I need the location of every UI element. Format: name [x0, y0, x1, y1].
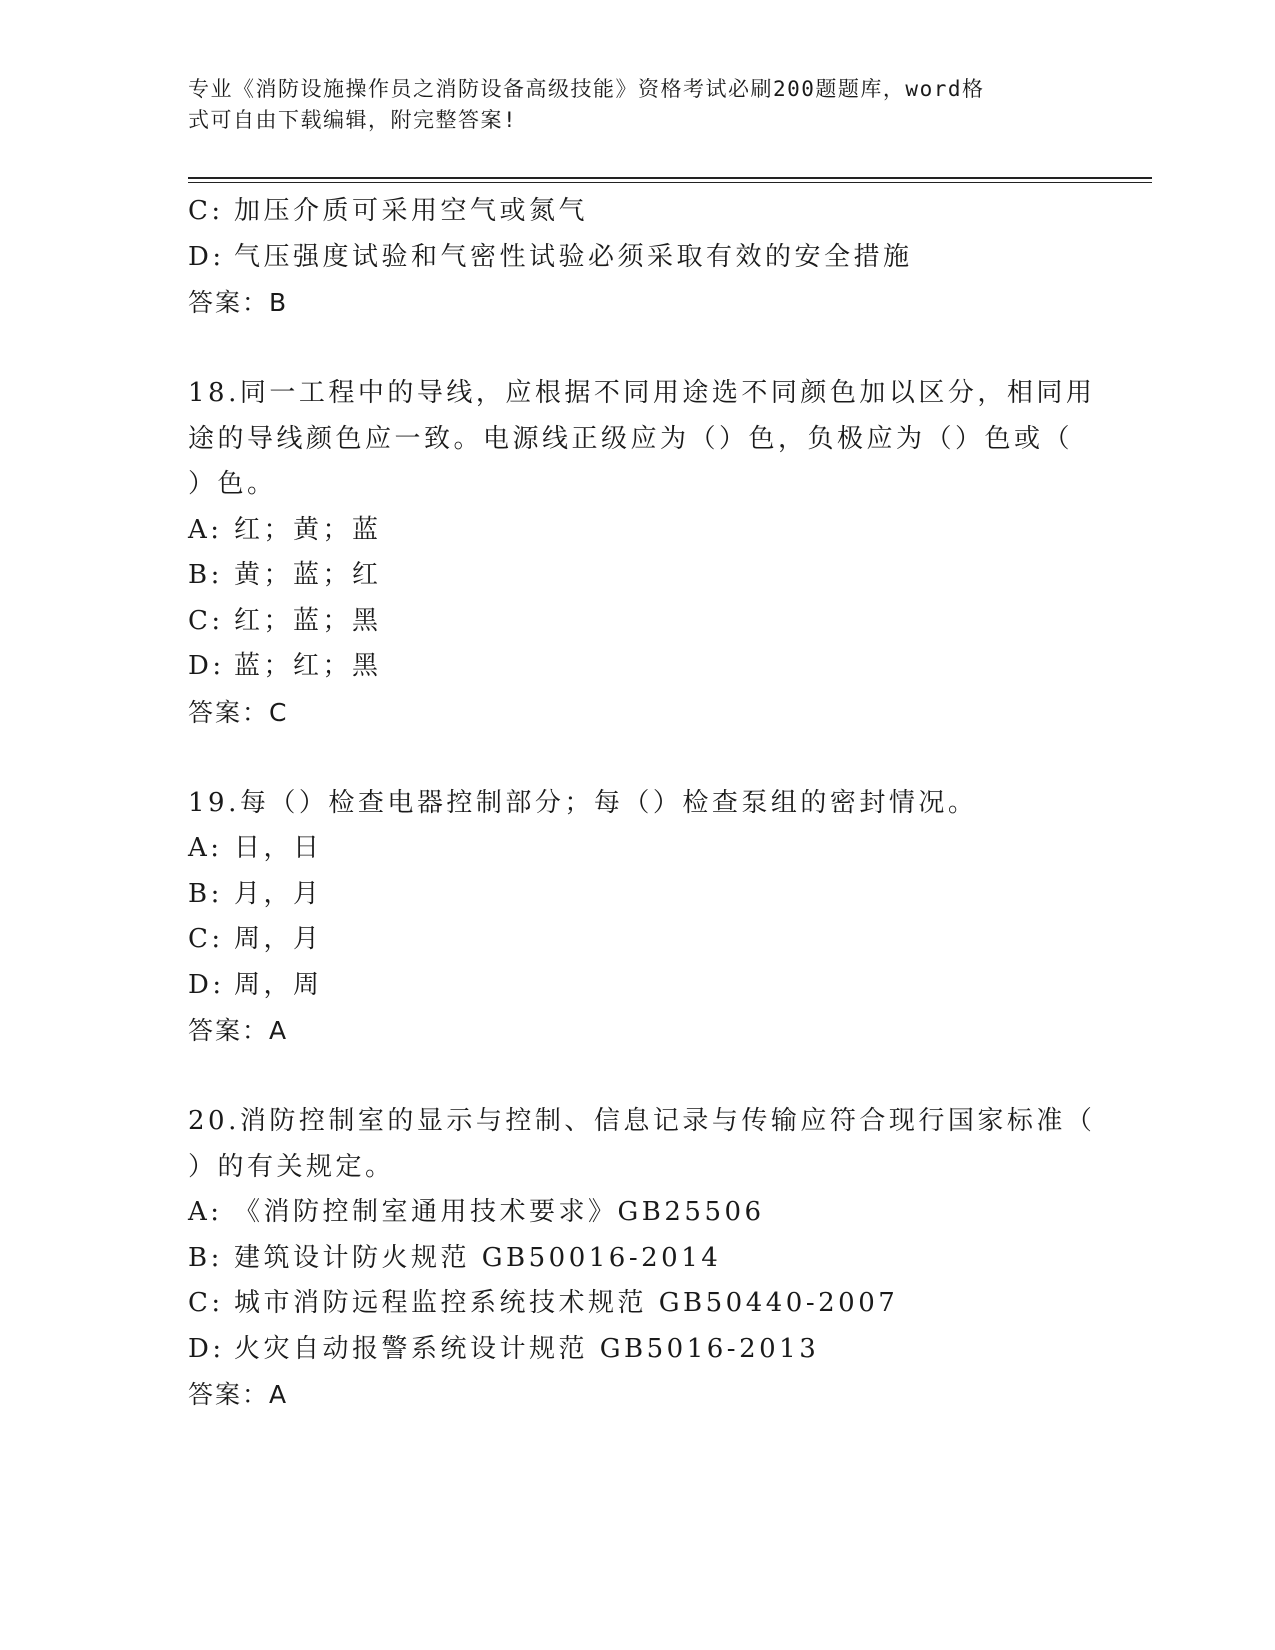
question-18: [188, 371, 1096, 735]
option-a: [188, 826, 1088, 872]
option-letter: D:: [188, 969, 225, 1000]
question-stem-line: 途的导线颜色应一致。电源线正级应为（）色，负极应为（）色或（: [188, 423, 1074, 454]
option-b: [188, 1236, 1088, 1282]
option-c: [188, 189, 1088, 235]
option-letter: A:: [188, 833, 223, 863]
option-text: 月，月: [234, 878, 323, 909]
option-text: 红；黄；蓝: [234, 514, 382, 545]
spacer: [188, 1054, 1088, 1100]
answer-line: 答案：A: [188, 1016, 289, 1045]
option-letter: A:: [188, 514, 223, 545]
answer-line: 答案：B: [188, 288, 289, 317]
option-letter: C:: [188, 605, 224, 636]
question-stem-line: 20.消防控制室的显示与控制、信息记录与传输应符合现行国家标准（: [188, 1106, 1096, 1136]
header-divider-thick: [188, 177, 1152, 179]
spacer: [188, 326, 1088, 372]
option-text: 气压强度试验和气密性试验必须采取有效的安全措施: [234, 241, 913, 272]
option-letter: B:: [188, 878, 223, 909]
option-letter: A:: [188, 1197, 223, 1227]
option-text: 红；蓝；黑: [234, 605, 382, 636]
header-divider-thin: [188, 182, 1152, 183]
header-line-2: 式可自由下载编辑，附完整答案!: [188, 108, 518, 132]
answer-line: 答案：A: [188, 1380, 289, 1409]
question-stem-line: 19.每（）检查电器控制部分；每（）检查泵组的密封情况。: [188, 787, 978, 818]
option-text: 加压介质可采用空气或氮气: [234, 196, 589, 226]
document-header: [188, 74, 1068, 136]
question-20: [188, 1099, 1096, 1418]
option-letter: C:: [188, 196, 224, 226]
answer-line: 答案：C: [188, 697, 289, 727]
option-text: 火灾自动报警系统设计规范 GB5016-2013: [234, 1333, 820, 1364]
header-line-1: 专业《消防设施操作员之消防设备高级技能》资格考试必刷200题题库，word格: [188, 77, 985, 101]
option-text: 建筑设计防火规范 GB50016-2014: [234, 1242, 722, 1273]
option-d: [188, 963, 1088, 1009]
question-stem-line: 18.同一工程中的导线，应根据不同用途选不同颜色加以区分，相同用: [188, 378, 1096, 408]
option-letter: C:: [188, 924, 224, 954]
option-text: 蓝；红；黑: [234, 651, 382, 681]
option-text: 黄；蓝；红: [234, 560, 382, 590]
question-stem-line: ）色。: [188, 469, 277, 499]
option-a: [188, 1190, 1088, 1236]
option-a: [188, 508, 1088, 554]
option-text: 城市消防远程监控系统技术规范 GB50440-2007: [234, 1288, 899, 1318]
question-content: [188, 189, 1096, 1418]
option-d: [188, 644, 1088, 690]
option-letter: D:: [188, 1333, 225, 1364]
option-b: [188, 553, 1088, 599]
option-c: [188, 1281, 1088, 1327]
option-letter: D:: [188, 241, 225, 272]
previous-question-tail: [188, 189, 1088, 326]
option-d: [188, 235, 1088, 281]
question-stem-line: ）的有关规定。: [188, 1151, 395, 1182]
option-c: [188, 599, 1088, 645]
option-letter: D:: [188, 651, 225, 681]
option-letter: B:: [188, 560, 223, 590]
option-letter: C:: [188, 1288, 224, 1318]
option-letter: B:: [188, 1242, 223, 1273]
option-c: [188, 917, 1088, 963]
option-text: 《消防控制室通用技术要求》GB25506: [234, 1197, 765, 1227]
option-b: [188, 872, 1088, 918]
option-text: 周，周: [234, 969, 323, 1000]
option-text: 日，日: [234, 833, 323, 863]
option-d: [188, 1327, 1088, 1373]
question-19: [188, 781, 1088, 1054]
spacer: [188, 735, 1088, 781]
option-text: 周，月: [234, 924, 323, 954]
